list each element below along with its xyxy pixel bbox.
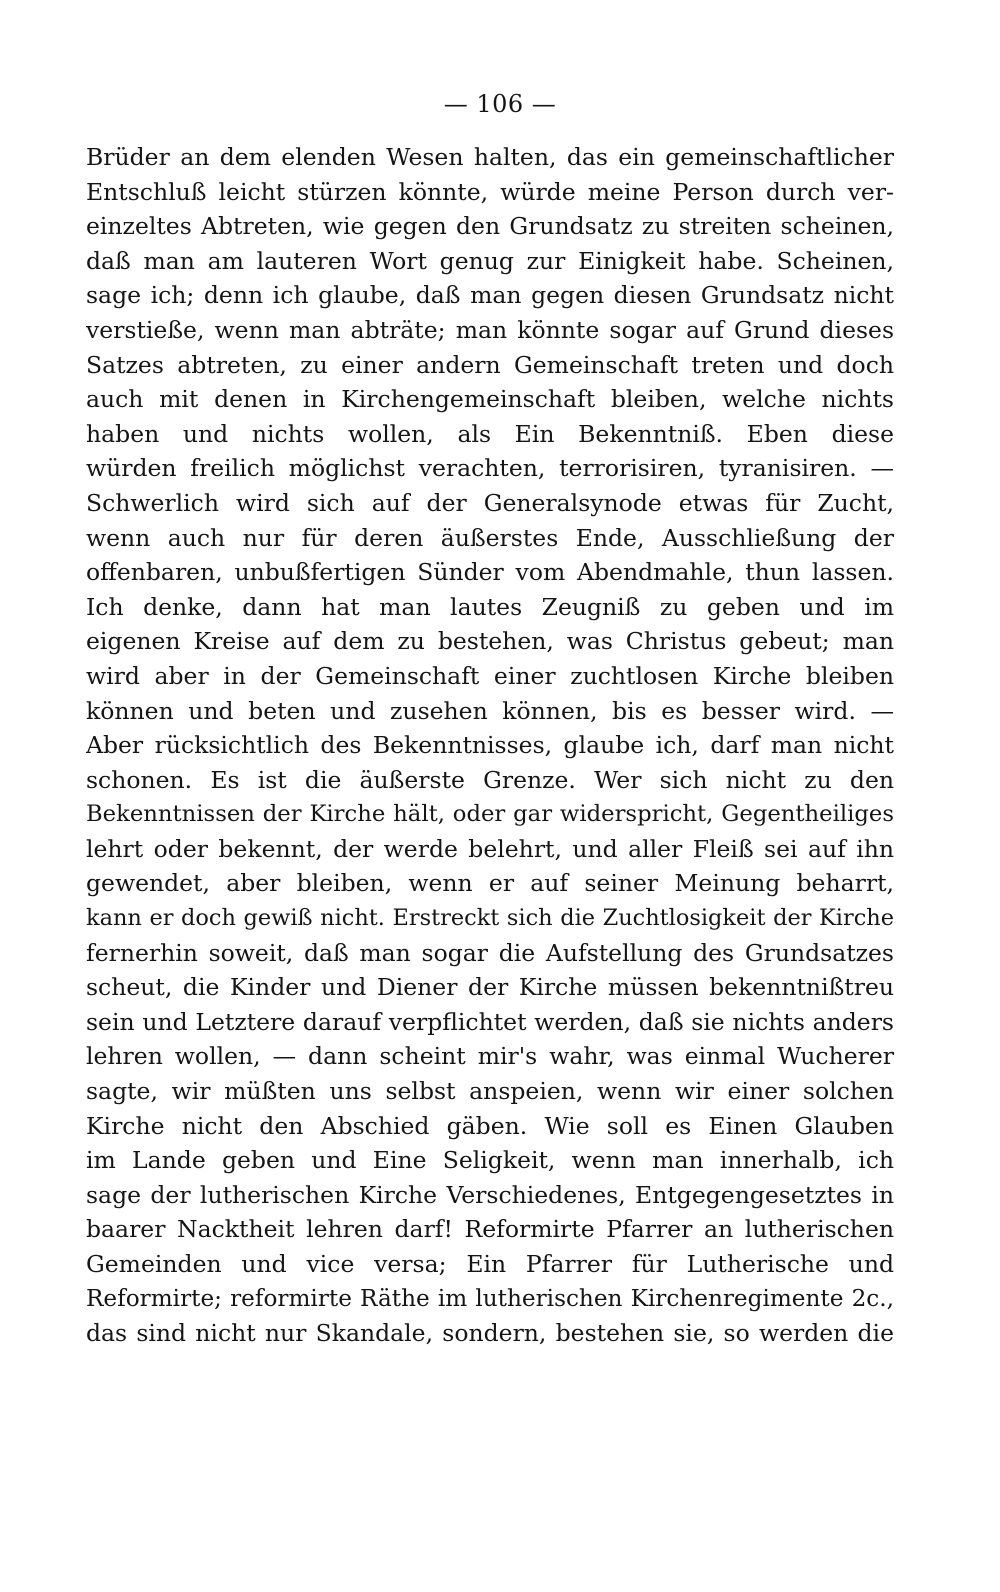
text-line: offenbaren, unbußfertigen Sünder vom Abendmahle, thun lassen. — [86, 558, 894, 587]
text-line: Entschluß leicht stürzen könnte, würde meine Person durch ver- — [86, 177, 894, 206]
text-line: sein und Letztere darauf verpflichtet werden, daß sie nichts anders — [86, 1007, 894, 1036]
body-text — [86, 140, 894, 1351]
text-line: Bekenntnissen der Kirche hält, oder gar widerspricht, Gegentheiliges — [86, 801, 894, 828]
text-line: Kirche nicht den Abschied gäben. Wie soll es Einen Glauben — [86, 1111, 894, 1140]
text-line: Schwerlich wird sich auf der Generalsynode etwas für Zucht, — [86, 488, 894, 517]
text-line: gewendet, aber bleiben, wenn er auf seiner Meinung beharrt, — [86, 869, 894, 898]
page-number: — 106 — — [443, 90, 557, 118]
text-line: baarer Nacktheit lehren darf! Reformirte Pfarrer an lutherischen — [86, 1215, 894, 1244]
text-line: wenn auch nur für deren äußerstes Ende, Ausschließung der — [86, 523, 894, 552]
text-line: lehren wollen, — dann scheint mir's wahr, was einmal Wucherer — [86, 1042, 894, 1071]
text-line: können und beten und zusehen können, bis es besser wird. — — [86, 696, 894, 725]
text-line: fernerhin soweit, daß man sogar die Aufstellung des Grundsatzes — [86, 938, 894, 967]
text-line: Gemeinden und vice versa; Ein Pfarrer für Lutherische und — [86, 1250, 894, 1278]
text-line: im Lande geben und Eine Seligkeit, wenn man innerhalb, ich — [86, 1146, 894, 1175]
text-line: scheut, die Kinder und Diener der Kirche müssen bekenntnißtreu — [86, 973, 894, 1002]
text-line: verstieße, wenn man abträte; man könnte sogar auf Grund dieses — [86, 315, 894, 344]
text-line: sage der lutherischen Kirche Verschiedenes, Entgegengesetztes in — [86, 1180, 894, 1209]
text-line: Satzes abtreten, zu einer andern Gemeinschaft treten und doch — [86, 350, 894, 379]
text-line: das sind nicht nur Skandale, sondern, bestehen sie, so werden die — [86, 1319, 894, 1348]
text-line: daß man am lauteren Wort genug zur Einigkeit habe. Scheinen, — [86, 246, 894, 275]
text-line: Reformirte; reformirte Räthe im lutherischen Kirchenregimente 2c., — [86, 1284, 894, 1312]
text-line: Ich denke, dann hat man lautes Zeugniß zu geben und im — [86, 592, 894, 621]
text-line: sage ich; denn ich glaube, daß man gegen diesen Grundsatz nicht — [86, 281, 894, 310]
text-line: Aber rücksichtlich des Bekenntnisses, glaube ich, darf man nicht — [86, 731, 894, 760]
text-line: wird aber in der Gemeinschaft einer zuchtlosen Kirche bleiben — [86, 661, 894, 690]
text-line: schonen. Es ist die äußerste Grenze. Wer sich nicht zu den — [86, 765, 894, 794]
text-line: einzeltes Abtreten, wie gegen den Grundsatz zu streiten scheinen, — [86, 212, 894, 241]
text-line: haben und nichts wollen, als Ein Bekenntniß. Eben diese — [86, 419, 894, 448]
text-line: sagte, wir müßten uns selbst anspeien, wenn wir einer solchen — [86, 1077, 894, 1106]
text-line: kann er doch gewiß nicht. Erstreckt sich die Zuchtlosigkeit der Kirche — [86, 905, 894, 932]
text-line: lehrt oder bekennt, der werde belehrt, und aller Fleiß sei auf ihn — [86, 834, 894, 863]
text-line: eigenen Kreise auf dem zu bestehen, was Christus gebeut; man — [86, 627, 894, 656]
text-line: auch mit denen in Kirchengemeinschaft bleiben, welche nichts — [86, 385, 894, 414]
text-line: Brüder an dem elenden Wesen halten, das ein gemeinschaftlicher — [86, 143, 894, 171]
text-line: würden freilich möglichst verachten, terrorisiren, tyranisiren. — — [86, 454, 894, 483]
